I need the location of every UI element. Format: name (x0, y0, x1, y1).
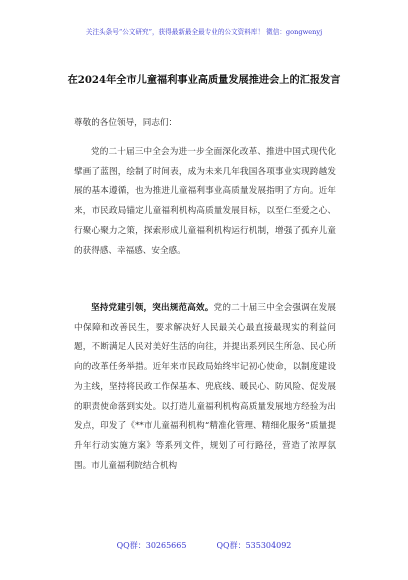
qq-group-1: QQ群：30265665 (116, 541, 187, 550)
paragraph-2 (74, 299, 336, 476)
document-title: 在2024年全市儿童福利事业高质量发展推进会上的汇报发言 (67, 74, 341, 86)
paragraph-2-lead: 坚持党建引领，突出规范高效。 (91, 303, 214, 313)
paragraph-1: 党的二十届三中全会为进一步全面深化改革、推进中国式现代化擘画了蓝图，绘制了时间表，成为未来几年我国各项事业实现跨越发展的基本遵循，也为推进儿童福利事业高质量发展指明了方向。近年来，市民政局锚定儿童福利机构高质量发展目标，以至仁至爱之心、行聚心聚力之策，探索形成儿童福利机构运行机制，增强了孤弃儿童的获得感、幸福感、安全感。 (74, 147, 336, 256)
header-banner: 关注头条号“公文研究”，获得最新最全最专业的公文资料库！ 微信：gongwenyj (85, 28, 323, 36)
paragraph-2-body: 党的二十届三中全会强调在发展中保障和改善民生，要求解决好人民最关心最直接最现实的利益问题，不断满足人民对美好生活的向往，并提出系列民生所急、民心所向的改革任务举措。近年来市民政局始终牢记初心使命，以制度建设为主线，坚持将民政工作保基本、兜底线、暖民心、防风险、促发展的职责使命落到实处。以打造儿童福利机构高质量发展地方经验为出发点，印发了《**市儿童福利机构“精准化管理、精细化服务”质量提升年行动实施方案》等系列文件，规划了可行路径，营造了浓厚氛围。市儿童福利院结合机构 (74, 303, 336, 471)
footer-qq-groups (0, 540, 408, 551)
salutation: 尊敬的各位领导，同志们： (74, 118, 178, 128)
qq-group-2: QQ群：535304092 (216, 541, 292, 550)
